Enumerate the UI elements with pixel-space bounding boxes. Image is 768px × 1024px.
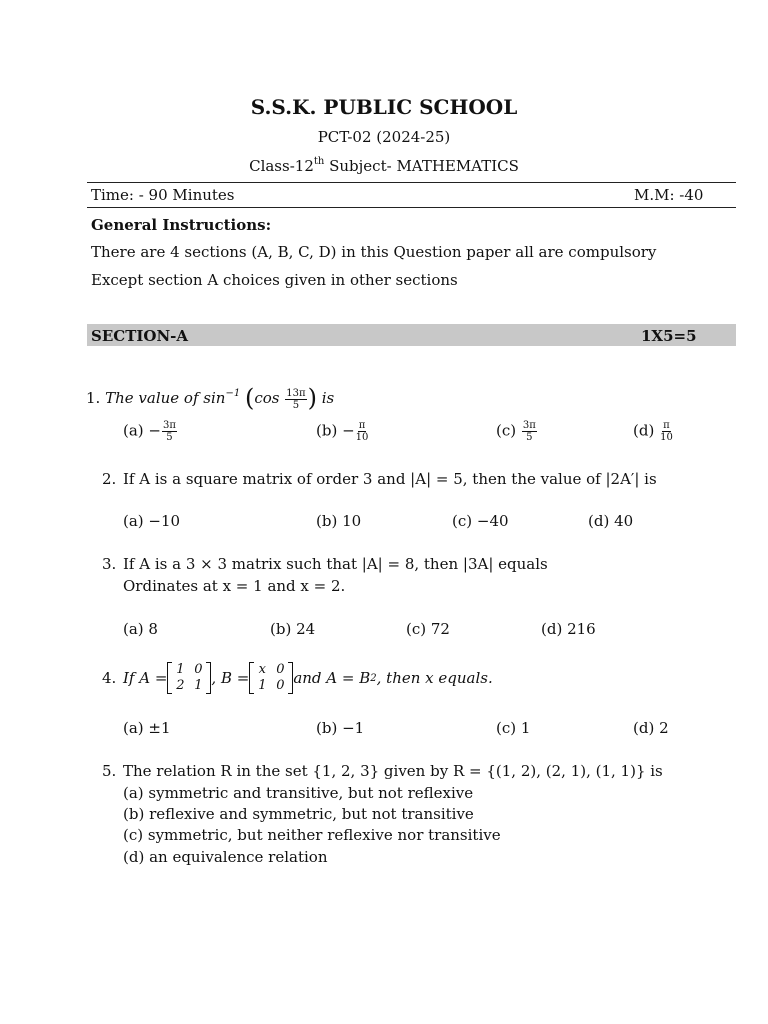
q1-left-paren: ( [244, 384, 255, 412]
q3-option-b: (b) 24 [270, 620, 316, 638]
matrix-b-cell: x [258, 662, 266, 677]
q4-number: 4. [102, 669, 117, 687]
time-label: Time: - 90 Minutes [91, 186, 235, 204]
q4-lead: If A = [123, 669, 168, 687]
q1-option-a-label: (a) − [123, 421, 161, 440]
instructions-heading: General Instructions: [91, 216, 272, 234]
q2-option-d: (d) 40 [588, 512, 634, 530]
q1-option-b [316, 420, 369, 443]
q1-option-c-label: (c) [496, 421, 521, 440]
matrix-a [167, 662, 211, 694]
class-subject [0, 156, 768, 175]
q2-option-c: (c) −40 [452, 512, 509, 530]
q1-option-c-num: 3π [522, 420, 536, 431]
matrix-a-cell: 1 [176, 662, 185, 677]
q3-text-2: Ordinates at x = 1 and x = 2. [123, 577, 346, 595]
q1-option-b-den: 10 [355, 432, 369, 443]
q4-option-b: (b) −1 [316, 719, 365, 737]
q1-option-d [633, 420, 674, 443]
q2-text: If A is a square matrix of order 3 and |A| = 5, then the value of |2A′| is [123, 470, 657, 488]
header-top-rule [87, 182, 736, 183]
instructions-line-1: There are 4 sections (A, B, C, D) in this Question paper all are compulsory [91, 243, 657, 261]
q4-tail-post: , then x equals. [376, 669, 493, 687]
q4-tail: and A = B [293, 669, 371, 687]
q1-option-d-num: π [663, 420, 670, 431]
q2-number: 2. [102, 470, 117, 488]
matrix-b-cell: 0 [276, 662, 285, 677]
q3-number: 3. [102, 555, 117, 573]
q3-text: If A is a 3 × 3 matrix such that |A| = 8, then |3A| equals [123, 555, 548, 573]
q1-option-d-den: 10 [660, 432, 673, 443]
q5-option-d: (d) an equivalence relation [123, 848, 328, 866]
q2-option-a: (a) −10 [123, 512, 181, 530]
q1-option-a [123, 420, 178, 443]
q1-option-b-num: π [358, 420, 366, 431]
q1-suffix: is [316, 389, 335, 407]
max-marks: M.M: -40 [634, 186, 704, 204]
q1-option-a-den: 5 [166, 432, 173, 443]
q1-inverse-sup: −1 [225, 388, 241, 399]
q3-option-c: (c) 72 [406, 620, 450, 638]
q1-text: The value of sin [105, 389, 226, 407]
q1-fraction [285, 388, 306, 411]
matrix-b-cell: 0 [276, 678, 285, 693]
q1-fraction-den: 5 [292, 399, 300, 411]
q3-option-d: (d) 216 [541, 620, 596, 638]
header-bottom-rule [87, 207, 736, 208]
question-1 [86, 384, 334, 412]
q1-option-b-label: (b) − [316, 421, 355, 440]
q1-option-d-label: (d) [633, 421, 660, 440]
q1-cos: cos [254, 389, 280, 407]
q4-tail-sup: 2 [370, 672, 377, 684]
matrix-a-cell: 1 [194, 678, 203, 693]
exam-code: PCT-02 (2024-25) [317, 128, 451, 146]
q4-option-d: (d) 2 [633, 719, 669, 737]
q5-number: 5. [102, 762, 117, 780]
q1-number: 1. [86, 389, 106, 407]
class-prefix: Class-12 [249, 157, 314, 175]
q1-option-a-num: 3π [162, 420, 176, 431]
q4-mid: , B = [211, 669, 250, 687]
matrix-a-cell: 0 [194, 662, 203, 677]
school-name: S.S.K. PUBLIC SCHOOL [250, 95, 518, 119]
q1-fraction-num: 13π [286, 387, 306, 399]
instructions-line-2: Except section A choices given in other sections [91, 271, 458, 289]
matrix-b [249, 662, 293, 694]
q1-option-c-den: 5 [526, 432, 533, 443]
section-marks: 1X5=5 [641, 327, 697, 345]
matrix-b-cell: 1 [258, 678, 267, 693]
q4-text [123, 661, 493, 695]
q1-right-paren: ) [307, 384, 317, 412]
q5-text: The relation R in the set {1, 2, 3} given by R = {(1, 2), (2, 1), (1, 1)} is [123, 762, 663, 780]
q5-option-b: (b) reflexive and symmetric, but not transitive [123, 805, 474, 823]
class-superscript: th [313, 156, 325, 167]
q4-option-c: (c) 1 [496, 719, 531, 737]
section-title: SECTION-A [91, 327, 189, 345]
q5-option-a: (a) symmetric and transitive, but not reflexive [123, 784, 474, 802]
q1-option-c [496, 420, 538, 443]
matrix-a-cell: 2 [176, 678, 185, 693]
q4-option-a: (a) ±1 [123, 719, 171, 737]
q3-option-a: (a) 8 [123, 620, 158, 638]
q2-option-b: (b) 10 [316, 512, 362, 530]
subject-text: Subject- MATHEMATICS [324, 157, 519, 175]
q5-option-c: (c) symmetric, but neither reflexive nor transitive [123, 826, 501, 844]
